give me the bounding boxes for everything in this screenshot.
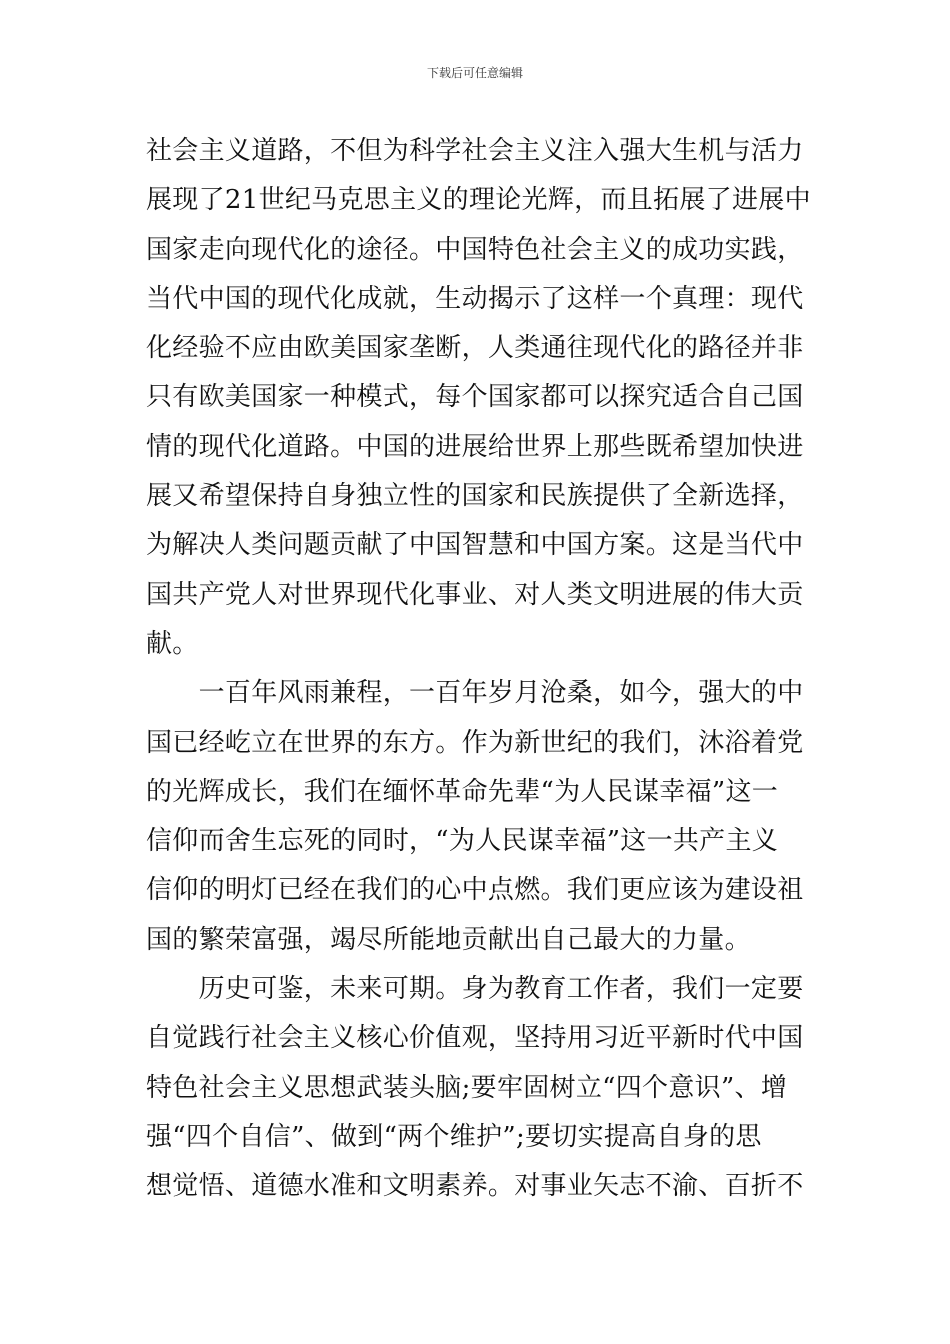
text-line: 特色社会主义思想武装头脑;要牢固树立“四个意识”、增 (146, 1072, 788, 1103)
text-line: 国共产党人对世界现代化事业、对人类文明进展的伟大贡 (146, 579, 804, 610)
text-line: 信仰的明灯已经在我们的心中点燃。我们更应该为建设祖 (146, 875, 804, 906)
text-line: 社会主义道路，不但为科学社会主义注入强大生机与活力 (146, 136, 804, 166)
text-line: 展又希望保持自身独立性的国家和民族提供了全新选择， (146, 481, 804, 512)
text-line: 为解决人类问题贡献了中国智慧和中国方案。这是当代中 (146, 530, 804, 561)
body-text (146, 127, 811, 1212)
text-line: 献。 (146, 628, 199, 659)
text-line: 国的繁荣富强，竭尽所能地贡献出自己最大的力量。 (146, 924, 751, 955)
page-header: 下载后可任意编辑 (426, 66, 523, 80)
text-line: 信仰而舍生忘死的同时，“为人民谋幸福”这一共产主义 (146, 826, 779, 857)
text-line: 强“四个自信”、做到“两个维护”;要切实提高自身的思 (146, 1121, 762, 1152)
text-line: 国家走向现代化的途径。中国特色社会主义的成功实践， (146, 234, 804, 265)
text-line: 展现了21世纪马克思主义的理论光辉，而且拓展了进展中 (146, 185, 811, 216)
text-line: 情的现代化道路。中国的进展给世界上那些既希望加快进 (146, 431, 804, 462)
text-line: 历史可鉴，未来可期。身为教育工作者，我们一定要 (146, 974, 804, 1005)
text-line: 想觉悟、道德水准和文明素养。对事业矢志不渝、百折不 (146, 1171, 804, 1202)
text-line: 化经验不应由欧美国家垄断，人类通往现代化的路径并非 (146, 333, 804, 364)
text-line: 一百年风雨兼程，一百年岁月沧桑，如今，强大的中 (146, 678, 804, 709)
text-line: 只有欧美国家一种模式，每个国家都可以探究适合自己国 (146, 382, 804, 413)
text-line: 当代中国的现代化成就，生动揭示了这样一个真理：现代 (146, 283, 804, 314)
text-line: 国已经屹立在世界的东方。作为新世纪的我们，沐浴着党 (146, 727, 804, 758)
text-line: 的光辉成长，我们在缅怀革命先辈“为人民谋幸福”这一 (146, 776, 779, 807)
text-line: 自觉践行社会主义核心价值观，坚持用习近平新时代中国 (146, 1023, 804, 1054)
